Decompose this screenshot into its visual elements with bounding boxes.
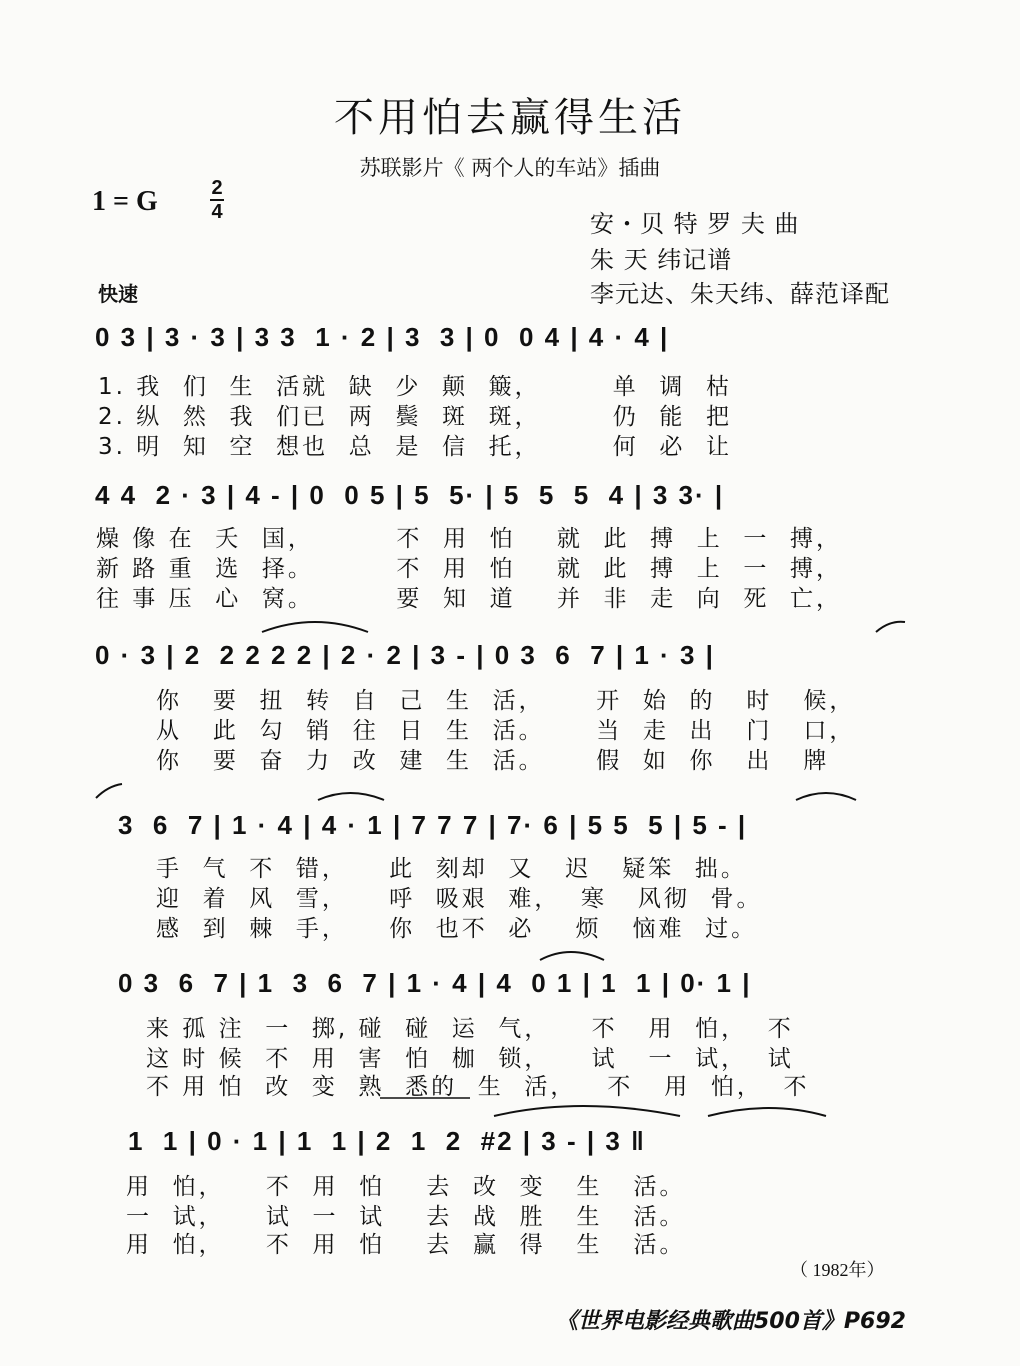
lyric-line-6-verse-1: 用 怕， 不 用 怕 去 改 变 生 活。: [126, 1174, 686, 1200]
notation-line-6: 1 1 | 0 · 1 | 1 1 | 2 1 2 #2 | 3 - | 3 ‖: [128, 1126, 646, 1156]
lyric-line-2-verse-1: 燥 像 在 夭 国， 不 用 怕 就 此 搏 上 一 搏，: [96, 526, 842, 552]
slur-tie-line-4-start: [96, 784, 122, 798]
lyric-line-1-verse-3: 3. 明 知 空 想也 总 是 信 托， 何 必 让: [98, 434, 733, 460]
slur-line-6-a: [494, 1106, 680, 1116]
lyric-line-3-verse-1: 你 要 扭 转 自 己 生 活， 开 始 的 时 候，: [156, 688, 856, 714]
lyric-line-4-verse-3: 感 到 棘 手， 你 也不 必 烦 恼难 过。: [156, 916, 758, 942]
notation-line-4: 3 6 7 | 1 · 4 | 4 · 1 | 7 7 7 | 7· 6 | 5 5 5 | 5 - |: [118, 810, 748, 840]
lyric-line-6-verse-2: 一 试， 试 一 试 去 战 胜 生 活。: [126, 1204, 686, 1230]
slur-line-4-a: [318, 793, 384, 800]
lyric-line-6-verse-3: 用 怕， 不 用 怕 去 赢 得 生 活。: [126, 1232, 686, 1258]
time-signature-bottom: 4: [211, 201, 223, 223]
slur-triplet-line-3: [262, 622, 368, 632]
lyric-line-3-verse-3: 你 要 奋 力 改 建 生 活。 假 如 你 出 牌: [156, 748, 830, 774]
song-subtitle: 苏联影片《 两个人的车站》插曲: [359, 156, 661, 180]
slur-line-6-b: [708, 1108, 826, 1116]
credit-translation: 李元达、朱天纬、薛范译配: [590, 280, 890, 308]
lyric-line-3-verse-2: 从 此 勾 销 往 日 生 活。 当 走 出 门 口，: [156, 718, 856, 744]
notation-line-1: 0 3 | 3 · 3 | 3 3 1 · 2 | 3 3 | 0 0 4 | 4 · 4 |: [95, 322, 670, 352]
time-signature-top: 2: [211, 177, 223, 199]
credit-composer: 安・贝 特 罗 夫 曲: [590, 210, 800, 238]
lyric-line-1-verse-1: 1. 我 们 生 活就 缺 少 颠 簸， 单 调 枯: [98, 374, 733, 400]
lyric-line-1-verse-2: 2. 纵 然 我 们已 两 鬓 斑 斑， 仍 能 把: [98, 404, 733, 430]
slur-tie-line-3: [876, 622, 905, 632]
year-note: （ 1982年）: [790, 1260, 885, 1280]
song-title: 不用怕去赢得生活: [334, 95, 686, 141]
credit-notation: 朱 天 纬记谱: [590, 246, 733, 274]
lyric-line-4-verse-1: 手 气 不 错， 此 刻却 又 迟 疑笨 拙。: [156, 856, 747, 882]
notation-line-5: 0 3 6 7 | 1 3 6 7 | 1 · 4 | 4 0 1 | 1 1 | 0· 1 |: [118, 968, 752, 998]
lyric-line-2-verse-3: 往 事 压 心 窝。 要 知 道 并 非 走 向 死 亡，: [96, 586, 842, 612]
lyric-line-5-verse-2: 这 时 候 不 用 害 怕 枷 锁， 试 一 试， 试: [146, 1046, 794, 1072]
lyric-line-5-verse-3: 不 用 怕 改 变 熟 悉的 生 活， 不 用 怕， 不: [146, 1074, 810, 1100]
notation-line-3: 0 · 3 | 2 2 2 2 2 | 2 · 2 | 3 - | 0 3 6 7 | 1 · 3 |: [95, 640, 715, 670]
key-signature: 1 = G: [92, 186, 158, 217]
lyric-line-4-verse-2: 迎 着 风 雪， 呼 吸艰 难， 寒 风彻 骨。: [156, 886, 763, 912]
source-citation: 《世界电影经典歌曲500首》P692: [556, 1309, 906, 1334]
slur-line-5: [540, 952, 604, 960]
slur-line-4-b: [796, 793, 856, 800]
lyric-line-2-verse-2: 新 路 重 选 择。 不 用 怕 就 此 搏 上 一 搏，: [96, 556, 842, 582]
tempo-marking: 快速: [98, 282, 138, 306]
lyric-line-5-verse-1: 来 孤 注 一 掷, 碰 碰 运 气， 不 用 怕， 不: [146, 1016, 794, 1042]
notation-line-2: 4 4 2 · 3 | 4 - | 0 0 5 | 5 5· | 5 5 5 4 | 3 3· |: [95, 480, 725, 510]
